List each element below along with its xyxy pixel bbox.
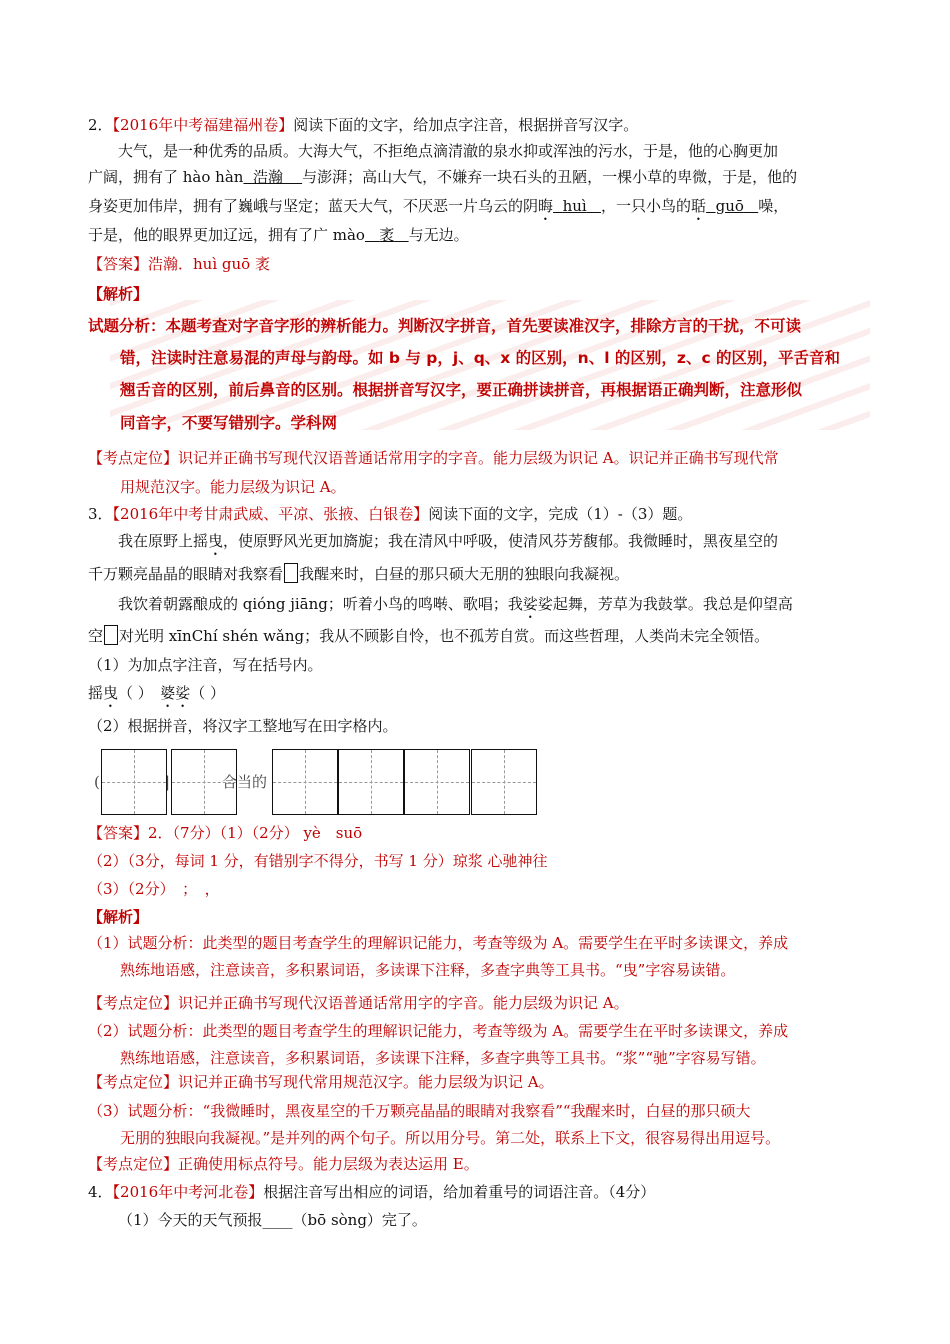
q3-passage-line-2: 千万颗亮晶晶的眼睛对我察看 我醒来时，白昼的那只硕大无朋的独眼向我凝视。: [88, 565, 630, 583]
tianzige-box-2[interactable]: [171, 749, 237, 815]
tianzige-box-6[interactable]: [471, 749, 537, 815]
q3-point-1: 【考点定位】识记并正确书写现代汉语普通话常用字的字音。能力层级为识记 A。: [88, 994, 629, 1012]
q2-analysis-line-1: 试题分析：本题考查对字音字形的辨析能力。判断汉字拼音，首先要读准汉字，排除方言的干扰，不可读: [88, 317, 802, 335]
q3-analysis-3a: （3）试题分析：“我微睡时，黑夜星空的千万颗亮晶晶的眼睛对我察看”“我醒来时，白昼的那只硕大: [88, 1102, 751, 1120]
tianzige-box-1[interactable]: [101, 749, 167, 815]
q2-analysis-line-4: 同音字，不要写错别字。学科网: [120, 414, 338, 432]
q2-analysis-line-2: 错，注读时注意易混的声母与韵母。如 b 与 p，j、q、x 的区别，n、l 的区别，z、c 的区别，平舌音和: [120, 349, 841, 367]
q2-analysis-heading: 【解析】: [88, 285, 149, 303]
q3-analysis-heading: 【解析】: [88, 908, 149, 926]
q3-sub-2: （2）根据拼音，将汉字工整地写在田字格内。: [88, 717, 398, 735]
q3-sub-3-fragment-2: |: [165, 773, 171, 791]
tianzige-box-5[interactable]: [404, 749, 470, 815]
q3-heading: 3．【2016年中考甘肃武威、平凉、张掖、白银卷】阅读下面的文字，完成（1）-（3）题。: [88, 505, 693, 523]
q2-point-2: 用规范汉字。能力层级为识记 A。: [120, 478, 346, 496]
tianzige-box-4[interactable]: [338, 749, 404, 815]
q3-sub-3-fragment: (: [94, 773, 100, 791]
q2-passage-line-2: 广阔，拥有了 hào hàn 浩瀚 与澎湃；高山大气，不嫌弃一块石头的丑陋，一棵小草的卑微，于是，他的: [88, 168, 798, 186]
q3-analysis-1a: （1）试题分析：此类型的题目考查学生的理解识记能力，考查等级为 A。需要学生在平时多读课文，养成: [88, 934, 789, 952]
q3-passage-line-3: 我饮着朝露酿成的 qióng jiāng；听着小鸟的鸣啭、歌唱；我娑娑起舞，芳草为我鼓掌。我总是仰望高: [118, 595, 793, 613]
q3-analysis-2b: 熟练地语感，注意读音，多积累词语，多读课下注释，多查字典等工具书。“浆”“驰”字容易写错。: [120, 1049, 766, 1067]
blank-box-1: [284, 563, 298, 583]
q2-answer: 【答案】浩瀚．huì guō 袤: [88, 255, 270, 273]
q3-passage-line-4: 空 对光明 xīnChí shén wǎng；我从不顾影自怜，也不孤芳自赏。而这些哲理，人类尚未完全领悟。: [88, 627, 770, 645]
q3-sub-1-items: 摇曳（ ） 婆娑（ ）: [88, 684, 226, 702]
q3-analysis-2a: （2）试题分析：此类型的题目考查学生的理解识记能力，考查等级为 A。需要学生在平时多读课文，养成: [88, 1022, 789, 1040]
q3-sub-1: （1）为加点字注音，写在括号内。: [88, 656, 323, 674]
q2-heading: 2．【2016年中考福建福州卷】阅读下面的文字，给加点字注音，根据拼音写汉字。: [88, 116, 639, 134]
q3-answer-1: 【答案】2．（7分）（1）（2分） yè suō: [88, 824, 363, 842]
q2-passage-line-1: 大气，是一种优秀的品质。大海大气，不拒绝点滴清澈的泉水抑或浑浊的污水，于是，他的心胸更加: [118, 142, 779, 160]
q2-analysis-line-3: 翘舌音的区别，前后鼻音的区别。根据拼音写汉字，要正确拼读拼音，再根据语正确判断，注意形似: [120, 381, 803, 399]
q3-point-3: 【考点定位】正确使用标点符号。能力层级为表达运用 E。: [88, 1155, 479, 1173]
q3-analysis-1b: 熟练地语感，注意读音，多积累词语，多读课下注释，多查字典等工具书。“曳”字容易读错。: [120, 961, 736, 979]
q3-answer-2: （2）（3分，每词 1 分，有错别字不得分，书写 1 分）琼浆 心驰神往: [88, 852, 548, 870]
q3-point-2: 【考点定位】识记并正确书写现代常用规范汉字。能力层级为识记 A。: [88, 1073, 554, 1091]
q2-passage-line-3: 身姿更加伟岸，拥有了巍峨与坚定；蓝天大气，不厌恶一片乌云的阴晦 huì ，一只小鸟的聒 guō 噪，: [88, 197, 789, 215]
tianzige-box-3[interactable]: [272, 749, 338, 815]
q4-heading: 4．【2016年中考河北卷】根据注音写出相应的词语，给加着重号的词语注音。（4分）: [88, 1183, 656, 1201]
q2-point-1: 【考点定位】识记并正确书写现代汉语普通话常用字的字音。能力层级为识记 A。识记并正确书写现代常: [88, 449, 779, 467]
q2-passage-line-4: 于是，他的眼界更加辽远，拥有了广 mào 袤 与无边。: [88, 226, 469, 244]
q3-analysis-3b: 无朋的独眼向我凝视。”是并列的两个句子。所以用分号。第二处，联系上下文，很容易得出用逗号。: [120, 1129, 781, 1147]
q3-passage-line-1: 我在原野上摇曳，使原野风光更加旖旎；我在清风中呼吸，使清风芬芳馥郁。我微睡时，黑夜星空的: [118, 532, 779, 550]
q3-sub-3-fragment-3: 合当的: [222, 773, 268, 791]
blank-box-2: [104, 625, 118, 645]
q3-answer-3: （3）（2分） ； ，: [88, 880, 220, 898]
q4-sub-1: （1）今天的天气预报____（bō sòng）完了。: [118, 1211, 427, 1229]
